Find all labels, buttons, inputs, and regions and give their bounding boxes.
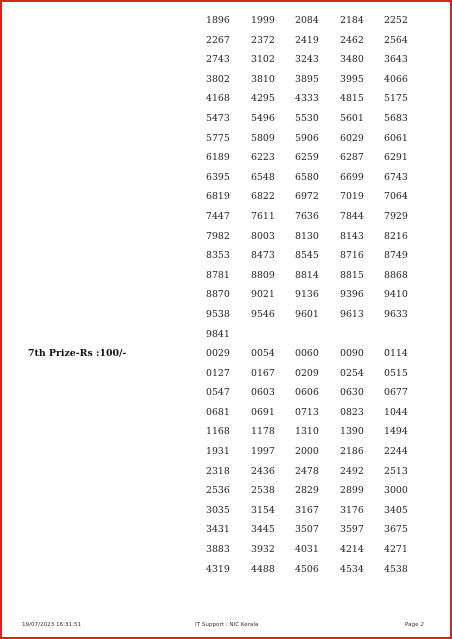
ticket-number: 0606 bbox=[295, 387, 319, 399]
ticket-number: 8353 bbox=[206, 250, 230, 262]
number-row bbox=[0, 502, 452, 522]
ticket-number: 9546 bbox=[251, 308, 275, 320]
ticket-number: 5473 bbox=[206, 112, 230, 124]
number-row bbox=[0, 345, 452, 365]
number-row bbox=[0, 423, 452, 443]
ticket-number: 3000 bbox=[384, 485, 408, 497]
ticket-number: 6223 bbox=[251, 152, 275, 164]
number-row bbox=[0, 561, 452, 581]
number-row bbox=[0, 443, 452, 463]
number-row bbox=[0, 267, 452, 287]
ticket-number: 3883 bbox=[206, 544, 230, 556]
ticket-number: 8473 bbox=[251, 250, 275, 262]
ticket-number: 1178 bbox=[251, 426, 275, 438]
ticket-number: 5683 bbox=[384, 112, 408, 124]
ticket-number: 8545 bbox=[295, 250, 319, 262]
ticket-number: 3176 bbox=[340, 504, 364, 516]
ticket-number: 2184 bbox=[340, 15, 364, 26]
ticket-number: 9601 bbox=[295, 308, 319, 320]
ticket-number: 6189 bbox=[206, 152, 230, 164]
ticket-number: 6822 bbox=[251, 191, 275, 203]
ticket-number: 2743 bbox=[206, 54, 230, 66]
ticket-number: 8815 bbox=[340, 269, 364, 281]
ticket-number: 3243 bbox=[295, 54, 319, 66]
ticket-number: 6972 bbox=[295, 191, 319, 203]
ticket-number: 9841 bbox=[206, 328, 230, 340]
ticket-number: 2829 bbox=[295, 485, 319, 497]
ticket-number: 6029 bbox=[340, 132, 364, 144]
ticket-number: 0515 bbox=[384, 367, 408, 379]
number-row bbox=[0, 71, 452, 91]
ticket-number: 1310 bbox=[295, 426, 319, 438]
ticket-number: 4271 bbox=[384, 544, 408, 556]
number-row bbox=[0, 247, 452, 267]
ticket-number: 3035 bbox=[206, 504, 230, 516]
ticket-number: 1390 bbox=[340, 426, 364, 438]
ticket-number: 3480 bbox=[340, 54, 364, 66]
ticket-number: 3932 bbox=[251, 544, 275, 556]
number-row bbox=[0, 208, 452, 228]
ticket-number: 4031 bbox=[295, 544, 319, 556]
ticket-number: 7611 bbox=[251, 210, 275, 222]
ticket-number: 8003 bbox=[251, 230, 275, 242]
ticket-number: 0167 bbox=[251, 367, 275, 379]
ticket-number: 1999 bbox=[251, 15, 275, 26]
ticket-number: 6699 bbox=[340, 171, 364, 183]
ticket-number: 5496 bbox=[251, 112, 275, 124]
footer-support: IT Support : NIC Kerala bbox=[195, 622, 259, 628]
ticket-number: 9136 bbox=[295, 289, 319, 301]
ticket-number: 0823 bbox=[340, 406, 364, 418]
ticket-number: 6819 bbox=[206, 191, 230, 203]
ticket-number: 7064 bbox=[384, 191, 408, 203]
ticket-number: 4534 bbox=[340, 563, 364, 575]
number-row bbox=[0, 188, 452, 208]
ticket-number: 5530 bbox=[295, 112, 319, 124]
ticket-number: 0254 bbox=[340, 367, 364, 379]
ticket-number: 7636 bbox=[295, 210, 319, 222]
ticket-number: 3675 bbox=[384, 524, 408, 536]
ticket-number: 4214 bbox=[340, 544, 364, 556]
ticket-number: 3895 bbox=[295, 73, 319, 85]
ticket-number: 8781 bbox=[206, 269, 230, 281]
ticket-number: 0677 bbox=[384, 387, 408, 399]
ticket-number: 2492 bbox=[340, 465, 364, 477]
ticket-number: 0547 bbox=[206, 387, 230, 399]
ticket-number: 4066 bbox=[384, 73, 408, 85]
results-table bbox=[0, 12, 452, 580]
ticket-number: 1168 bbox=[206, 426, 230, 438]
ticket-number: 7447 bbox=[206, 210, 230, 222]
ticket-number: 4538 bbox=[384, 563, 408, 575]
ticket-number: 9410 bbox=[384, 289, 408, 301]
ticket-number: 1997 bbox=[251, 446, 275, 458]
ticket-number: 8814 bbox=[295, 269, 319, 281]
number-row bbox=[0, 12, 452, 32]
number-row bbox=[0, 228, 452, 248]
number-row bbox=[0, 110, 452, 130]
ticket-number: 3995 bbox=[340, 73, 364, 85]
ticket-number: 5175 bbox=[384, 93, 408, 105]
ticket-number: 0603 bbox=[251, 387, 275, 399]
ticket-number: 7929 bbox=[384, 210, 408, 222]
ticket-number: 8809 bbox=[251, 269, 275, 281]
ticket-number: 0054 bbox=[251, 348, 275, 360]
ticket-number: 6061 bbox=[384, 132, 408, 144]
number-row bbox=[0, 149, 452, 169]
ticket-number: 6287 bbox=[340, 152, 364, 164]
ticket-number: 0114 bbox=[384, 348, 408, 360]
ticket-number: 0691 bbox=[251, 406, 275, 418]
ticket-number: 7844 bbox=[340, 210, 364, 222]
ticket-number: 2462 bbox=[340, 34, 364, 46]
ticket-number: 3810 bbox=[251, 73, 275, 85]
ticket-number: 7019 bbox=[340, 191, 364, 203]
number-row bbox=[0, 130, 452, 150]
ticket-number: 3802 bbox=[206, 73, 230, 85]
ticket-number: 9021 bbox=[251, 289, 275, 301]
ticket-number: 4488 bbox=[251, 563, 275, 575]
ticket-number: 6291 bbox=[384, 152, 408, 164]
ticket-number: 9633 bbox=[384, 308, 408, 320]
number-row bbox=[0, 384, 452, 404]
ticket-number: 5809 bbox=[251, 132, 275, 144]
ticket-number: 4333 bbox=[295, 93, 319, 105]
ticket-number: 2564 bbox=[384, 34, 408, 46]
ticket-number: 2536 bbox=[206, 485, 230, 497]
number-row bbox=[0, 51, 452, 71]
ticket-number: 0209 bbox=[295, 367, 319, 379]
ticket-number: 2538 bbox=[251, 485, 275, 497]
ticket-number: 2478 bbox=[295, 465, 319, 477]
ticket-number: 2084 bbox=[295, 15, 319, 26]
ticket-number: 9613 bbox=[340, 308, 364, 320]
ticket-number: 6259 bbox=[295, 152, 319, 164]
number-row bbox=[0, 541, 452, 561]
ticket-number: 3445 bbox=[251, 524, 275, 536]
ticket-number: 4295 bbox=[251, 93, 275, 105]
ticket-number: 0127 bbox=[206, 367, 230, 379]
ticket-number: 4319 bbox=[206, 563, 230, 575]
ticket-number: 3405 bbox=[384, 504, 408, 516]
ticket-number: 8130 bbox=[295, 230, 319, 242]
ticket-number: 5775 bbox=[206, 132, 230, 144]
ticket-number: 0060 bbox=[295, 348, 319, 360]
ticket-number: 2186 bbox=[340, 446, 364, 458]
ticket-number: 3102 bbox=[251, 54, 275, 66]
number-row bbox=[0, 365, 452, 385]
number-row bbox=[0, 463, 452, 483]
ticket-number: 4815 bbox=[340, 93, 364, 105]
ticket-number: 9538 bbox=[206, 308, 230, 320]
ticket-number: 0029 bbox=[206, 348, 230, 360]
ticket-number: 6743 bbox=[384, 171, 408, 183]
ticket-number: 4168 bbox=[206, 93, 230, 105]
number-row bbox=[0, 32, 452, 52]
ticket-number: 0713 bbox=[295, 406, 319, 418]
ticket-number: 1494 bbox=[384, 426, 408, 438]
ticket-number: 6580 bbox=[295, 171, 319, 183]
ticket-number: 2513 bbox=[384, 465, 408, 477]
ticket-number: 2267 bbox=[206, 34, 230, 46]
ticket-number: 9396 bbox=[340, 289, 364, 301]
number-row bbox=[0, 326, 452, 346]
footer-timestamp: 19/07/2023 16:31:51 bbox=[22, 622, 82, 628]
ticket-number: 8716 bbox=[340, 250, 364, 262]
ticket-number: 2318 bbox=[206, 465, 230, 477]
ticket-number: 8870 bbox=[206, 289, 230, 301]
ticket-number: 2419 bbox=[295, 34, 319, 46]
ticket-number: 5906 bbox=[295, 132, 319, 144]
ticket-number: 6395 bbox=[206, 171, 230, 183]
prize-header: 7th Prize-Rs :100/- bbox=[28, 348, 127, 360]
ticket-number: 3507 bbox=[295, 524, 319, 536]
ticket-number: 8143 bbox=[340, 230, 364, 242]
ticket-number: 7982 bbox=[206, 230, 230, 242]
ticket-number: 8749 bbox=[384, 250, 408, 262]
ticket-number: 3431 bbox=[206, 524, 230, 536]
ticket-number: 1896 bbox=[206, 15, 230, 26]
ticket-number: 6548 bbox=[251, 171, 275, 183]
ticket-number: 1931 bbox=[206, 446, 230, 458]
ticket-number: 3597 bbox=[340, 524, 364, 536]
ticket-number: 2244 bbox=[384, 446, 408, 458]
ticket-number: 1044 bbox=[384, 406, 408, 418]
ticket-number: 8216 bbox=[384, 230, 408, 242]
ticket-number: 3154 bbox=[251, 504, 275, 516]
ticket-number: 5601 bbox=[340, 112, 364, 124]
ticket-number: 2000 bbox=[295, 446, 319, 458]
ticket-number: 3167 bbox=[295, 504, 319, 516]
ticket-number: 0681 bbox=[206, 406, 230, 418]
number-row bbox=[0, 521, 452, 541]
footer-page-number: Page 2 bbox=[405, 622, 424, 628]
number-row bbox=[0, 404, 452, 424]
ticket-number: 2252 bbox=[384, 15, 408, 26]
ticket-number: 3643 bbox=[384, 54, 408, 66]
number-row bbox=[0, 306, 452, 326]
ticket-number: 2372 bbox=[251, 34, 275, 46]
ticket-number: 0630 bbox=[340, 387, 364, 399]
number-row bbox=[0, 90, 452, 110]
ticket-number: 8868 bbox=[384, 269, 408, 281]
ticket-number: 0090 bbox=[340, 348, 364, 360]
ticket-number: 2436 bbox=[251, 465, 275, 477]
number-row bbox=[0, 482, 452, 502]
number-row bbox=[0, 286, 452, 306]
ticket-number: 4506 bbox=[295, 563, 319, 575]
ticket-number: 2899 bbox=[340, 485, 364, 497]
number-row bbox=[0, 169, 452, 189]
